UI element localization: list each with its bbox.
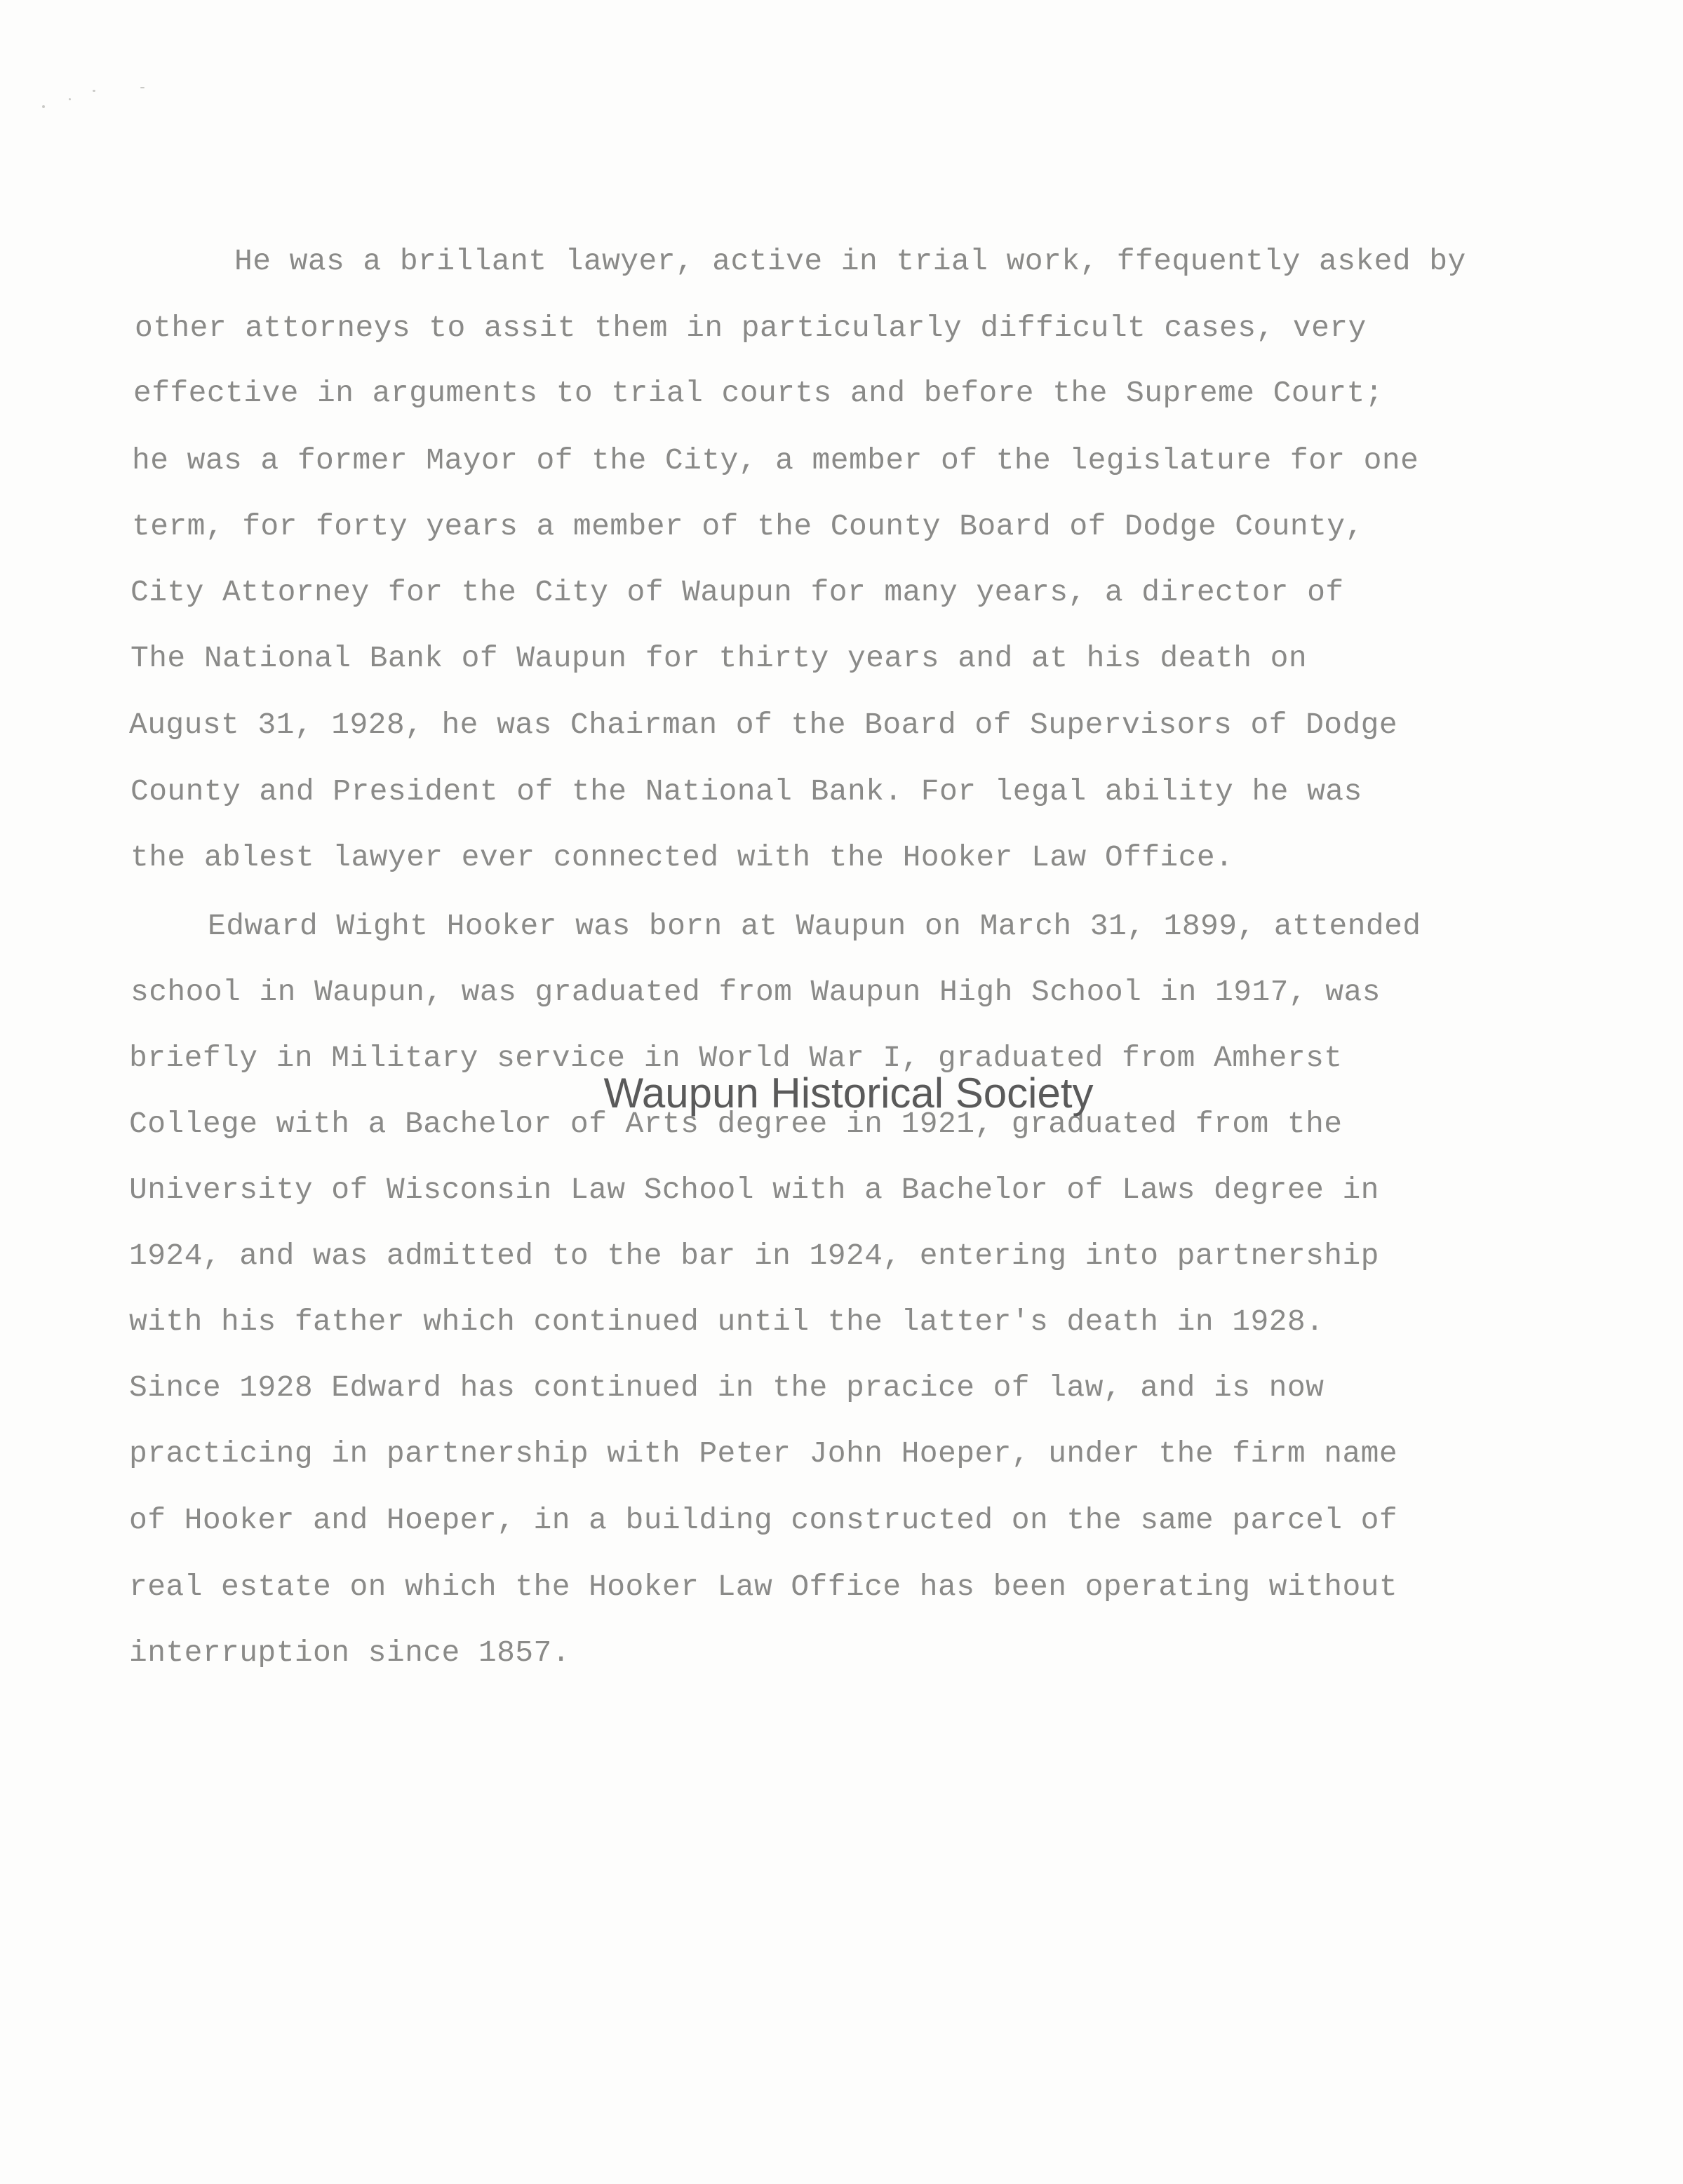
- text-line-15: University of Wisconsin Law School with a Bachelor of Laws degree in: [129, 1173, 1379, 1207]
- text-line-22: interruption since 1857.: [129, 1636, 570, 1670]
- text-line-17: with his father which continued until the latter's death in 1928.: [129, 1305, 1325, 1339]
- text-line-2: other attorneys to assit them in particularly difficult cases, very: [135, 311, 1367, 345]
- text-line-9: County and President of the National Bank. For legal ability he was: [130, 774, 1362, 809]
- text-line-11: Edward Wight Hooker was born at Waupun on March 31, 1899, attended: [208, 909, 1421, 943]
- text-line-1: He was a brillant lawyer, active in trial work, ffequently asked by: [234, 244, 1466, 278]
- text-line-21: real estate on which the Hooker Law Office has been operating without: [129, 1570, 1398, 1604]
- text-line-8: August 31, 1928, he was Chairman of the Board of Supervisors of Dodge: [129, 708, 1398, 742]
- watermark-text: Waupun Historical Society: [603, 1070, 1094, 1117]
- text-line-20: of Hooker and Hoeper, in a building constructed on the same parcel of: [129, 1503, 1398, 1537]
- text-line-18: Since 1928 Edward has continued in the pracice of law, and is now: [129, 1370, 1325, 1405]
- text-line-10: the ablest lawyer ever connected with the Hooker Law Office.: [130, 840, 1234, 875]
- paper-specks: [42, 77, 154, 140]
- text-line-7: The National Bank of Waupun for thirty years and at his death on: [130, 641, 1308, 675]
- text-line-3: effective in arguments to trial courts and before the Supreme Court;: [133, 376, 1383, 410]
- text-line-14: College with a Bachelor of Arts degree in 1921, graduated from the: [129, 1107, 1343, 1141]
- text-line-19: practicing in partnership with Peter John Hoeper, under the firm name: [129, 1436, 1398, 1471]
- text-line-13: briefly in Military service in World War I, graduated from Amherst: [129, 1041, 1343, 1075]
- text-line-4: he was a former Mayor of the City, a member of the legislature for one: [132, 443, 1419, 478]
- text-line-6: City Attorney for the City of Waupun for many years, a director of: [130, 575, 1344, 609]
- text-line-12: school in Waupun, was graduated from Waupun High School in 1917, was: [130, 975, 1381, 1009]
- text-line-5: term, for forty years a member of the County Board of Dodge County,: [132, 509, 1364, 544]
- text-line-16: 1924, and was admitted to the bar in 1924, entering into partnership: [129, 1239, 1379, 1273]
